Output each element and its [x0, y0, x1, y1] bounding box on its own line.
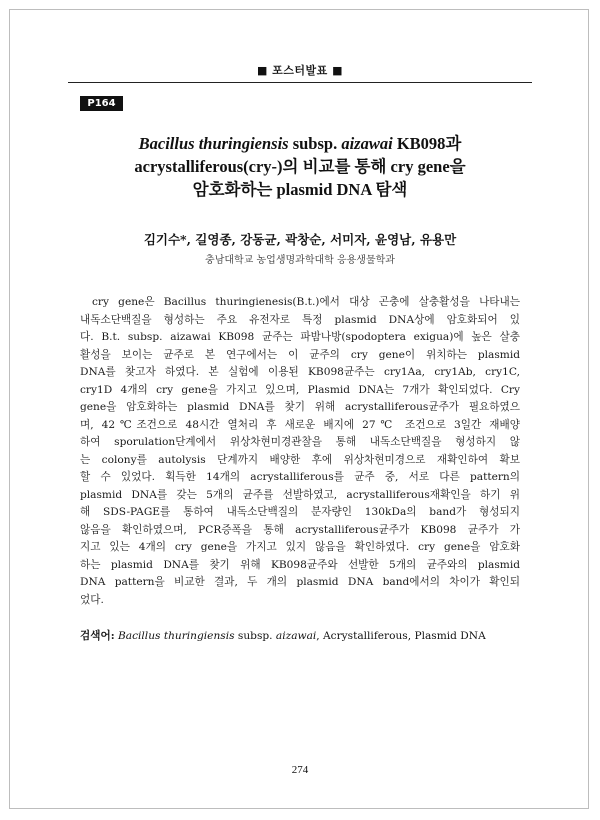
abstract-line: 지고 있는 4개의 cry gene을 가지고 있지 않음을 확인하였다. cry gene을 암호화 [80, 541, 520, 553]
abstract-body [80, 294, 520, 609]
keywords-label: 검색어: [80, 630, 115, 642]
abstract-line: 활성을 보이는 균주로 본 연구에서는 이 균주의 cry gene이 위치하는 plasmid [80, 348, 520, 361]
title-line-2: acrystalliferous(cry-)의 비교를 통해 cry gene을 [134, 157, 466, 176]
abstract-line: DNA pattern을 비교한 결과, 두 개의 plasmid DNA band에서의 차이가 확인되 [80, 576, 520, 588]
abstract-line: 하여 sporulation단계에서 위상차현미경관찰을 통해 내독소단백질을 형성하지 않 [80, 436, 520, 448]
title-line-1: Bacillus thuringiensis subsp. aizawai KB098과 [138, 134, 462, 153]
abstract-line: 었다. [80, 593, 104, 606]
abstract-line: 는 colony를 autolysis 단계까지 배양한 후에 위상차현미경으로 재확인하여 확보 [80, 453, 520, 466]
abstract-line: DNA를 찾고자 하였다. 본 실험에 이용된 KB098균주는 cry1Aa, cry1Ab, cry1C, [80, 366, 520, 378]
affiliation: 충남대학교 농업생명과학대학 응용생물학과 [205, 255, 395, 266]
abstract-line: plasmid DNA를 갖는 5개의 균주를 선발하였고, acrystalliferous재확인을 하기 위 [80, 488, 520, 501]
abstract-line: 다. B.t. subsp. aizawai KB098 균주는 파밤나방(spodoptera exigua)에 높은 살충 [80, 331, 520, 343]
abstract-line: 않음을 확인하였으며, PCR증폭을 통해 acrystalliferous균주가 KB098 균주가 가 [80, 523, 520, 536]
title-species: Bacillus thuringiensis [138, 134, 289, 153]
abstract-line: 며, 42℃조건으로 48시간 열처리 후 새로운 배지에 27℃ 조건으로 3일간 재배양 [80, 418, 520, 431]
abstract-line: cry1D 4개의 cry gene을 가지고 있으며, Plasmid DNA는 7개가 확인되었다. Cry [80, 383, 520, 396]
abstract-line: 해 SDS-PAGE를 통하여 내독소단백질의 분자량인 130kDa의 band가 형성되지 [80, 506, 520, 518]
keyword-species: Bacillus thuringiensis [118, 630, 235, 642]
keyword-subspecies: aizawai [275, 630, 317, 642]
poster-id-badge: P164 [80, 96, 123, 111]
abstract-line: 내독소단백질을 형성하는 주요 유전자로 특정 plasmid DNA상에 암호화되어 있 [80, 313, 520, 326]
header-rule [68, 82, 532, 83]
author-list: 김기수*, 길영종, 강동균, 곽창순, 서미자, 윤영남, 유용만 [143, 232, 457, 247]
title-subspecies: aizawai [341, 134, 393, 153]
abstract-line: gene을 암호화하는 plasmid DNA를 찾기 위해 acrystalliferous균주가 필요하였으 [80, 401, 520, 413]
keywords: 검색어: Bacillus thuringiensis subsp. aizawai, Acrystalliferous, Plasmid DNA [80, 630, 486, 642]
abstract-line: cry gene은 Bacillus thuringienesis(B.t.)에서 대상 곤충에 살충활성을 나타내는 [92, 296, 520, 308]
section-header: ■ 포스터발표 ■ [256, 64, 344, 77]
abstract-line: 하는 plasmid DNA를 찾기 위해 KB098균주와 선발한 5개의 균주와의 plasmid [80, 558, 520, 571]
abstract-line: 할 수 있었다. 획득한 14개의 acrystalliferous를 균주 중, 서로 다른 pattern의 [80, 471, 520, 483]
paper-title [80, 132, 520, 201]
keyword-rest: , Acrystalliferous, Plasmid DNA [316, 630, 486, 642]
title-line-3: 암호화하는 plasmid DNA 탐색 [192, 180, 408, 199]
page-number: 274 [291, 764, 309, 776]
